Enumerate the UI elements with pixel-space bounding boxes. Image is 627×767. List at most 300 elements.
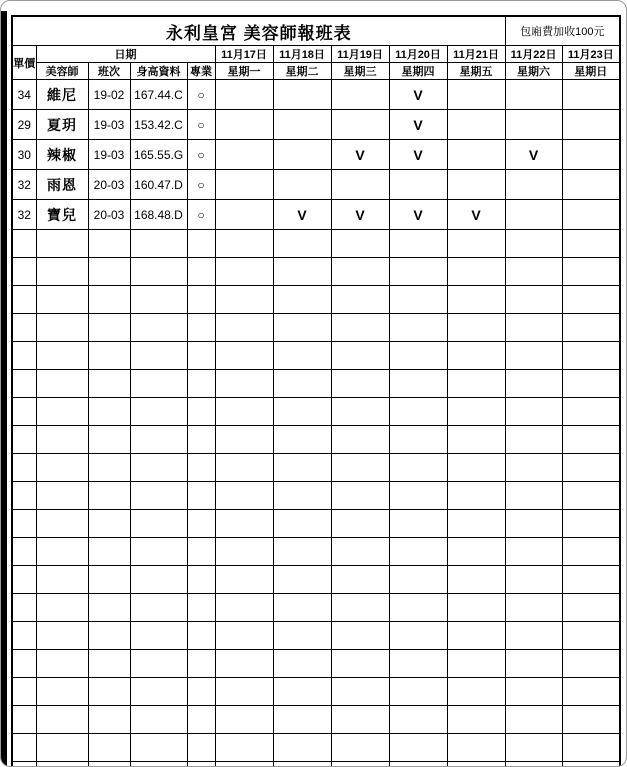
cell-schedule-mark [562,170,620,200]
cell-schedule-mark [562,200,620,230]
cell-schedule-mark [215,622,273,650]
cell-professional-mark [187,678,215,706]
cell-schedule-mark [389,426,447,454]
cell-schedule-mark [447,230,505,258]
cell-schedule-mark [331,110,389,140]
cell-beautician-name [36,286,88,314]
cell-shift [88,594,130,622]
cell-schedule-mark [215,510,273,538]
cell-unit-price [12,314,36,342]
cell-schedule-mark [562,538,620,566]
empty-table-row [12,622,620,650]
cell-professional-mark [187,706,215,734]
cell-schedule-mark [331,426,389,454]
fee-note: 包廂費加收100元 [505,16,620,46]
cell-schedule-mark [562,258,620,286]
cell-shift [88,258,130,286]
cell-schedule-mark [215,258,273,286]
cell-professional-mark [187,650,215,678]
cell-unit-price [12,454,36,482]
cell-height-info [130,538,187,566]
col-header-weekday-fri: 星期五 [447,63,505,80]
cell-schedule-mark [562,678,620,706]
cell-schedule-mark [389,286,447,314]
cell-schedule-mark [273,622,331,650]
cell-height-info: 168.48.D [130,200,187,230]
cell-schedule-mark [273,482,331,510]
cell-schedule-mark [215,734,273,762]
cell-schedule-mark [273,370,331,398]
cell-beautician-name [36,482,88,510]
cell-unit-price: 32 [12,170,36,200]
cell-beautician-name: 寶兒 [36,200,88,230]
cell-professional-mark: ○ [187,80,215,110]
cell-schedule-mark: V [389,80,447,110]
cell-professional-mark: ○ [187,110,215,140]
cell-schedule-mark [331,482,389,510]
cell-schedule-mark [215,650,273,678]
cell-beautician-name [36,734,88,762]
cell-schedule-mark [273,734,331,762]
cell-schedule-mark [389,678,447,706]
cell-schedule-mark [215,80,273,110]
cell-shift [88,314,130,342]
cell-schedule-mark [505,650,562,678]
cell-schedule-mark [505,734,562,762]
cell-schedule-mark: V [331,200,389,230]
cell-unit-price [12,594,36,622]
cell-schedule-mark [562,706,620,734]
cell-schedule-mark [331,286,389,314]
cell-shift [88,342,130,370]
cell-schedule-mark [562,110,620,140]
empty-table-row [12,762,620,767]
cell-professional-mark [187,314,215,342]
cell-schedule-mark [505,200,562,230]
cell-unit-price [12,342,36,370]
cell-unit-price [12,482,36,510]
cell-beautician-name [36,594,88,622]
cell-schedule-mark [505,678,562,706]
empty-table-row [12,678,620,706]
cell-professional-mark [187,510,215,538]
cell-schedule-mark [389,594,447,622]
cell-schedule-mark [505,426,562,454]
cell-schedule-mark [505,398,562,426]
cell-schedule-mark [215,678,273,706]
cell-unit-price [12,678,36,706]
col-header-professional: 專業 [187,63,215,80]
cell-height-info [130,482,187,510]
cell-schedule-mark [505,80,562,110]
table-row [12,140,620,170]
cell-schedule-mark [215,314,273,342]
cell-beautician-name [36,510,88,538]
cell-schedule-mark [389,734,447,762]
cell-professional-mark: ○ [187,140,215,170]
col-header-height-info: 身高資料 [130,63,187,80]
cell-schedule-mark [447,622,505,650]
cell-schedule-mark [562,482,620,510]
cell-unit-price [12,510,36,538]
cell-professional-mark [187,426,215,454]
cell-height-info [130,398,187,426]
empty-table-row [12,398,620,426]
cell-beautician-name [36,678,88,706]
cell-schedule-mark [505,762,562,767]
cell-schedule-mark [273,398,331,426]
cell-schedule-mark [331,342,389,370]
empty-table-row [12,482,620,510]
cell-schedule-mark [562,762,620,767]
empty-table-row [12,370,620,398]
cell-schedule-mark [447,314,505,342]
cell-schedule-mark [447,678,505,706]
cell-schedule-mark [273,762,331,767]
cell-schedule-mark [273,80,331,110]
cell-schedule-mark [331,706,389,734]
cell-shift [88,370,130,398]
cell-height-info: 153.42.C [130,110,187,140]
cell-shift [88,650,130,678]
cell-schedule-mark [505,370,562,398]
cell-schedule-mark [215,566,273,594]
cell-beautician-name [36,230,88,258]
cell-schedule-mark [273,110,331,140]
cell-schedule-mark [215,426,273,454]
cell-unit-price [12,650,36,678]
cell-beautician-name [36,426,88,454]
col-header-shift: 班次 [88,63,130,80]
cell-schedule-mark [562,510,620,538]
cell-schedule-mark [273,678,331,706]
col-header-weekday-thu: 星期四 [389,63,447,80]
cell-height-info: 165.55.G [130,140,187,170]
cell-professional-mark: ○ [187,170,215,200]
cell-professional-mark [187,734,215,762]
cell-professional-mark [187,258,215,286]
cell-height-info [130,566,187,594]
col-header-date-mon: 11月17日 [215,46,273,63]
cell-unit-price [12,286,36,314]
cell-height-info [130,594,187,622]
cell-shift [88,678,130,706]
cell-shift [88,706,130,734]
cell-schedule-mark [331,538,389,566]
cell-unit-price [12,706,36,734]
cell-beautician-name [36,706,88,734]
cell-schedule-mark [505,454,562,482]
cell-shift [88,286,130,314]
col-header-weekday-wed: 星期三 [331,63,389,80]
cell-schedule-mark [331,170,389,200]
page-title: 永利皇宮 美容師報班表 [12,16,505,46]
empty-table-row [12,510,620,538]
cell-schedule-mark [505,706,562,734]
cell-shift [88,762,130,767]
cell-schedule-mark [331,650,389,678]
cell-schedule-mark [331,454,389,482]
cell-schedule-mark [389,538,447,566]
cell-beautician-name [36,258,88,286]
cell-schedule-mark [447,650,505,678]
table-row [12,170,620,200]
cell-schedule-mark [331,230,389,258]
cell-professional-mark [187,342,215,370]
cell-schedule-mark [215,398,273,426]
table-row [12,80,620,110]
cell-schedule-mark [447,762,505,767]
cell-schedule-mark [562,454,620,482]
col-header-date-group: 日期 [36,46,215,63]
cell-unit-price [12,538,36,566]
cell-beautician-name [36,650,88,678]
cell-schedule-mark [562,734,620,762]
cell-schedule-mark [273,538,331,566]
cell-schedule-mark [273,454,331,482]
cell-shift [88,398,130,426]
cell-height-info: 160.47.D [130,170,187,200]
cell-schedule-mark [447,342,505,370]
cell-schedule-mark [505,566,562,594]
cell-schedule-mark: V [389,110,447,140]
cell-schedule-mark [562,622,620,650]
cell-schedule-mark [331,762,389,767]
cell-schedule-mark [505,594,562,622]
cell-height-info [130,734,187,762]
cell-schedule-mark [331,566,389,594]
cell-schedule-mark [215,538,273,566]
cell-schedule-mark [505,230,562,258]
empty-table-row [12,594,620,622]
cell-beautician-name [36,398,88,426]
cell-schedule-mark [562,566,620,594]
cell-schedule-mark [389,706,447,734]
cell-shift [88,566,130,594]
cell-schedule-mark [273,650,331,678]
empty-table-row [12,230,620,258]
cell-height-info [130,650,187,678]
empty-table-row [12,342,620,370]
cell-beautician-name [36,454,88,482]
cell-schedule-mark [389,482,447,510]
cell-shift [88,482,130,510]
header-row-dates [12,46,620,63]
cell-schedule-mark [331,510,389,538]
empty-table-row [12,538,620,566]
cell-unit-price: 34 [12,80,36,110]
cell-beautician-name: 辣椒 [36,140,88,170]
cell-height-info [130,510,187,538]
col-header-date-thu: 11月20日 [389,46,447,63]
cell-schedule-mark [447,454,505,482]
cell-schedule-mark [447,140,505,170]
cell-beautician-name [36,622,88,650]
cell-schedule-mark [505,258,562,286]
cell-schedule-mark [447,706,505,734]
cell-schedule-mark [215,230,273,258]
cell-schedule-mark [389,230,447,258]
cell-unit-price: 32 [12,200,36,230]
cell-schedule-mark [447,734,505,762]
col-header-date-sun: 11月23日 [562,46,620,63]
cell-height-info [130,342,187,370]
cell-height-info [130,258,187,286]
cell-schedule-mark [331,734,389,762]
cell-beautician-name [36,314,88,342]
cell-shift: 20-03 [88,170,130,200]
cell-beautician-name: 維尼 [36,80,88,110]
cell-schedule-mark [447,80,505,110]
cell-professional-mark [187,230,215,258]
cell-schedule-mark [447,370,505,398]
cell-schedule-mark [273,230,331,258]
cell-unit-price [12,370,36,398]
cell-schedule-mark [447,286,505,314]
cell-height-info [130,426,187,454]
cell-professional-mark [187,762,215,767]
cell-schedule-mark [447,426,505,454]
cell-professional-mark [187,538,215,566]
cell-schedule-mark [562,650,620,678]
cell-schedule-mark [389,762,447,767]
cell-shift [88,538,130,566]
cell-schedule-mark [562,140,620,170]
cell-schedule-mark: V [505,140,562,170]
cell-beautician-name [36,762,88,767]
cell-shift [88,454,130,482]
col-header-date-wed: 11月19日 [331,46,389,63]
cell-schedule-mark [505,510,562,538]
cell-beautician-name: 雨恩 [36,170,88,200]
col-header-weekday-mon: 星期一 [215,63,273,80]
cell-professional-mark [187,594,215,622]
cell-height-info [130,706,187,734]
cell-height-info [130,286,187,314]
cell-schedule-mark [389,370,447,398]
cell-unit-price [12,566,36,594]
cell-beautician-name [36,370,88,398]
cell-professional-mark [187,398,215,426]
cell-schedule-mark [505,482,562,510]
empty-table-row [12,566,620,594]
cell-schedule-mark [273,258,331,286]
cell-schedule-mark [215,482,273,510]
cell-shift [88,622,130,650]
cell-schedule-mark [562,342,620,370]
cell-shift [88,510,130,538]
cell-schedule-mark [215,454,273,482]
cell-schedule-mark: V [331,140,389,170]
cell-schedule-mark [273,706,331,734]
cell-shift: 20-03 [88,200,130,230]
col-header-date-tue: 11月18日 [273,46,331,63]
cell-schedule-mark [273,140,331,170]
cell-unit-price [12,426,36,454]
empty-table-row [12,734,620,762]
cell-schedule-mark [447,538,505,566]
cell-shift: 19-03 [88,140,130,170]
cell-schedule-mark [389,258,447,286]
cell-shift [88,734,130,762]
cell-schedule-mark [273,170,331,200]
col-header-unit-price: 單價 [12,46,36,80]
cell-schedule-mark [389,650,447,678]
empty-table-row [12,314,620,342]
cell-schedule-mark [331,398,389,426]
cell-schedule-mark [215,370,273,398]
cell-schedule-mark [505,314,562,342]
cell-height-info [130,314,187,342]
cell-schedule-mark [562,314,620,342]
cell-schedule-mark [273,566,331,594]
cell-unit-price [12,398,36,426]
cell-professional-mark [187,482,215,510]
cell-unit-price [12,258,36,286]
cell-schedule-mark [447,594,505,622]
cell-unit-price [12,622,36,650]
cell-height-info [130,762,187,767]
cell-height-info: 167.44.C [130,80,187,110]
cell-height-info [130,370,187,398]
col-header-weekday-sat: 星期六 [505,63,562,80]
cell-schedule-mark [273,594,331,622]
cell-professional-mark [187,370,215,398]
cell-schedule-mark [215,140,273,170]
cell-schedule-mark [389,622,447,650]
cell-schedule-mark [215,170,273,200]
cell-shift: 19-02 [88,80,130,110]
cell-schedule-mark [215,110,273,140]
schedule-table [11,15,621,767]
cell-schedule-mark [505,286,562,314]
cell-schedule-mark [389,342,447,370]
cell-professional-mark [187,566,215,594]
cell-schedule-mark [331,594,389,622]
cell-schedule-mark [562,286,620,314]
table-row [12,200,620,230]
cell-schedule-mark: V [273,200,331,230]
cell-schedule-mark [273,286,331,314]
empty-table-row [12,650,620,678]
cell-schedule-mark [389,398,447,426]
cell-schedule-mark [505,170,562,200]
cell-beautician-name: 夏玥 [36,110,88,140]
schedule-body [12,80,620,767]
cell-shift: 19-03 [88,110,130,140]
left-edge-bar [1,11,7,766]
cell-schedule-mark [447,566,505,594]
cell-schedule-mark: V [389,140,447,170]
cell-schedule-mark [447,170,505,200]
cell-schedule-mark [562,426,620,454]
empty-table-row [12,286,620,314]
cell-schedule-mark [273,342,331,370]
cell-professional-mark [187,454,215,482]
cell-schedule-mark [215,594,273,622]
cell-professional-mark [187,286,215,314]
cell-schedule-mark [447,110,505,140]
cell-schedule-mark [562,80,620,110]
cell-schedule-mark [331,80,389,110]
cell-schedule-mark [273,314,331,342]
cell-schedule-mark [215,286,273,314]
cell-schedule-mark [562,398,620,426]
cell-schedule-mark [331,622,389,650]
cell-schedule-mark [447,258,505,286]
cell-schedule-mark [505,538,562,566]
cell-unit-price: 29 [12,110,36,140]
